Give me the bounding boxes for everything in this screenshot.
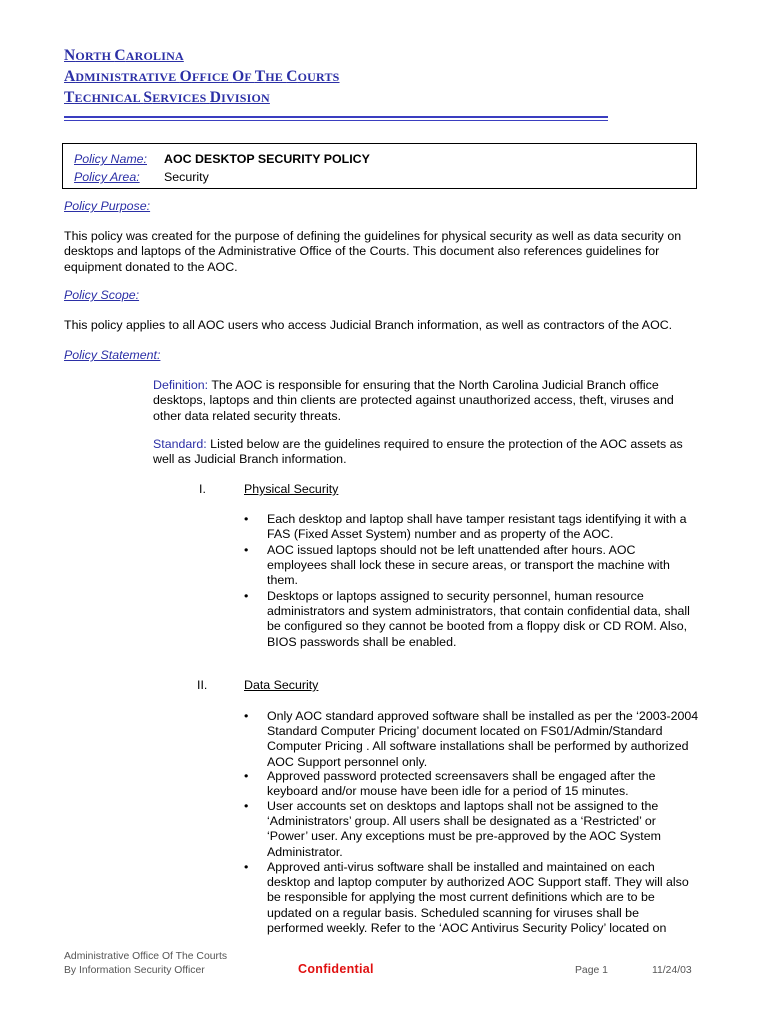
footer-page-number: Page 1 — [575, 965, 608, 976]
policy-scope-heading: Policy Scope: — [64, 288, 140, 302]
bullet-item — [267, 799, 707, 860]
policy-area-value: Security — [164, 170, 209, 184]
bullet-icon: • — [244, 589, 249, 603]
bullet-line: desktop and laptop computer by authorized AOC Support staff. They will also — [267, 875, 689, 890]
header-divider-thin — [64, 120, 608, 121]
bullet-line: ‘Power’ user. Any exceptions must be pre-approved by the AOC System — [267, 829, 661, 844]
bullet-line: FAS (Fixed Asset System) number and as property of the AOC. — [267, 527, 614, 542]
bullet-line: Computer Pricing . All software installations shall be performed by authorized — [267, 739, 689, 754]
bullet-line: User accounts set on desktops and laptops shall not be assigned to the — [267, 799, 659, 813]
policy-area-label: Policy Area: — [74, 170, 140, 184]
bullet-line: be configured so they cannot be booted from a floppy disk or CD ROM. Also, — [267, 619, 688, 634]
bullet-item — [267, 512, 707, 542]
bullet-line: Only AOC standard approved software shall be installed as per the ‘2003-2004 — [267, 709, 699, 723]
purpose-line: desktops and laptops of the Administrative Office of the Courts. This document also references guidelines for — [64, 244, 660, 259]
org-header-line-1: NORTH CAROLINA — [64, 47, 184, 64]
policy-purpose-heading: Policy Purpose: — [64, 199, 151, 213]
policy-name-label: Policy Name: — [74, 152, 147, 166]
header-divider-thick — [64, 116, 608, 118]
standard-paragraph — [153, 437, 713, 468]
bullet-item — [267, 543, 707, 589]
bullet-line: keyboard and/or mouse have been idle for a period of 15 minutes. — [267, 784, 629, 799]
policy-purpose-text — [64, 229, 724, 275]
org-header-line-3: TECHNICAL SERVICES DIVISION — [64, 89, 270, 106]
bullet-line: Standard Computer Pricing’ document located on FS01/Admin/Standard — [267, 724, 663, 739]
bullet-line: ‘Administrators’ group. All users shall be designated as a ‘Restricted’ or — [267, 814, 656, 829]
bullet-item — [267, 589, 707, 650]
section-title: Physical Security — [244, 482, 339, 496]
bullet-icon: • — [244, 769, 249, 783]
bullet-line: AOC issued laptops should not be left unattended after hours. AOC — [267, 543, 636, 557]
bullet-line: AOC Support personnel only. — [267, 754, 428, 769]
purpose-line: This policy was created for the purpose of defining the guidelines for physical security as well as data security on — [64, 229, 682, 243]
confidential-stamp: Confidential — [298, 962, 374, 976]
bullet-line: Administrator. — [267, 844, 343, 859]
bullet-line: them. — [267, 573, 298, 588]
definition-line: other data related security threats. — [153, 408, 342, 423]
definition-paragraph — [153, 378, 713, 424]
bullet-item — [267, 860, 707, 936]
definition-line: desktops, laptops and thin clients are protected against unauthorized access, theft, viruses and — [153, 393, 674, 408]
bullet-line: Approved password protected screensavers shall be engaged after the — [267, 769, 656, 783]
bullet-line: Each desktop and laptop shall have tamper resistant tags identifying it with a — [267, 512, 687, 526]
bullet-icon: • — [244, 799, 249, 813]
section-title: Data Security — [244, 678, 319, 692]
purpose-line: equipment donated to the AOC. — [64, 259, 238, 274]
bullet-icon: • — [244, 709, 249, 723]
bullet-line: Approved anti-virus software shall be installed and maintained on each — [267, 860, 655, 874]
definition-label: Definition: — [153, 378, 209, 392]
bullet-line: employees shall lock these in secure areas, or transport the machine with — [267, 558, 670, 573]
policy-statement-heading: Policy Statement: — [64, 348, 161, 362]
policy-info-box — [62, 143, 697, 189]
bullet-item — [267, 709, 707, 770]
bullet-line: BIOS passwords shall be enabled. — [267, 634, 457, 649]
section-numeral: I. — [199, 482, 206, 496]
bullet-line: updated on a regular basis. Scheduled scanning for viruses shall be — [267, 905, 639, 920]
org-header-line-2: ADMINISTRATIVE OFFICE OF THE COURTS — [64, 68, 340, 85]
standard-line: Listed below are the guidelines required to ensure the protection of the AOC assets as — [206, 437, 683, 451]
policy-scope-text: This policy applies to all AOC users who access Judicial Branch information, as well as contractors of the AOC. — [64, 318, 673, 332]
standard-label: Standard: — [153, 437, 207, 451]
standard-line: well as Judicial Branch information. — [153, 452, 347, 467]
footer-date: 11/24/03 — [652, 965, 692, 976]
section-numeral: II. — [197, 678, 208, 692]
bullet-icon: • — [244, 543, 249, 557]
bullet-line: administrators and system administrators, that contain confidential data, shall — [267, 604, 690, 619]
bullet-item — [267, 769, 707, 799]
footer-org-line: Administrative Office Of The Courts — [64, 951, 228, 962]
footer-author-line: By Information Security Officer — [64, 965, 205, 976]
definition-line: The AOC is responsible for ensuring that the North Carolina Judicial Branch office — [208, 378, 659, 392]
policy-name-value: AOC DESKTOP SECURITY POLICY — [164, 152, 370, 166]
bullet-line: be responsible for applying the most current definitions which are to be — [267, 890, 655, 905]
footer-org — [64, 950, 227, 978]
bullet-line: performed weekly. Refer to the ‘AOC Antivirus Security Policy’ located on — [267, 920, 667, 935]
bullet-icon: • — [244, 860, 249, 874]
bullet-line: Desktops or laptops assigned to security personnel, human resource — [267, 589, 644, 603]
bullet-icon: • — [244, 512, 249, 526]
